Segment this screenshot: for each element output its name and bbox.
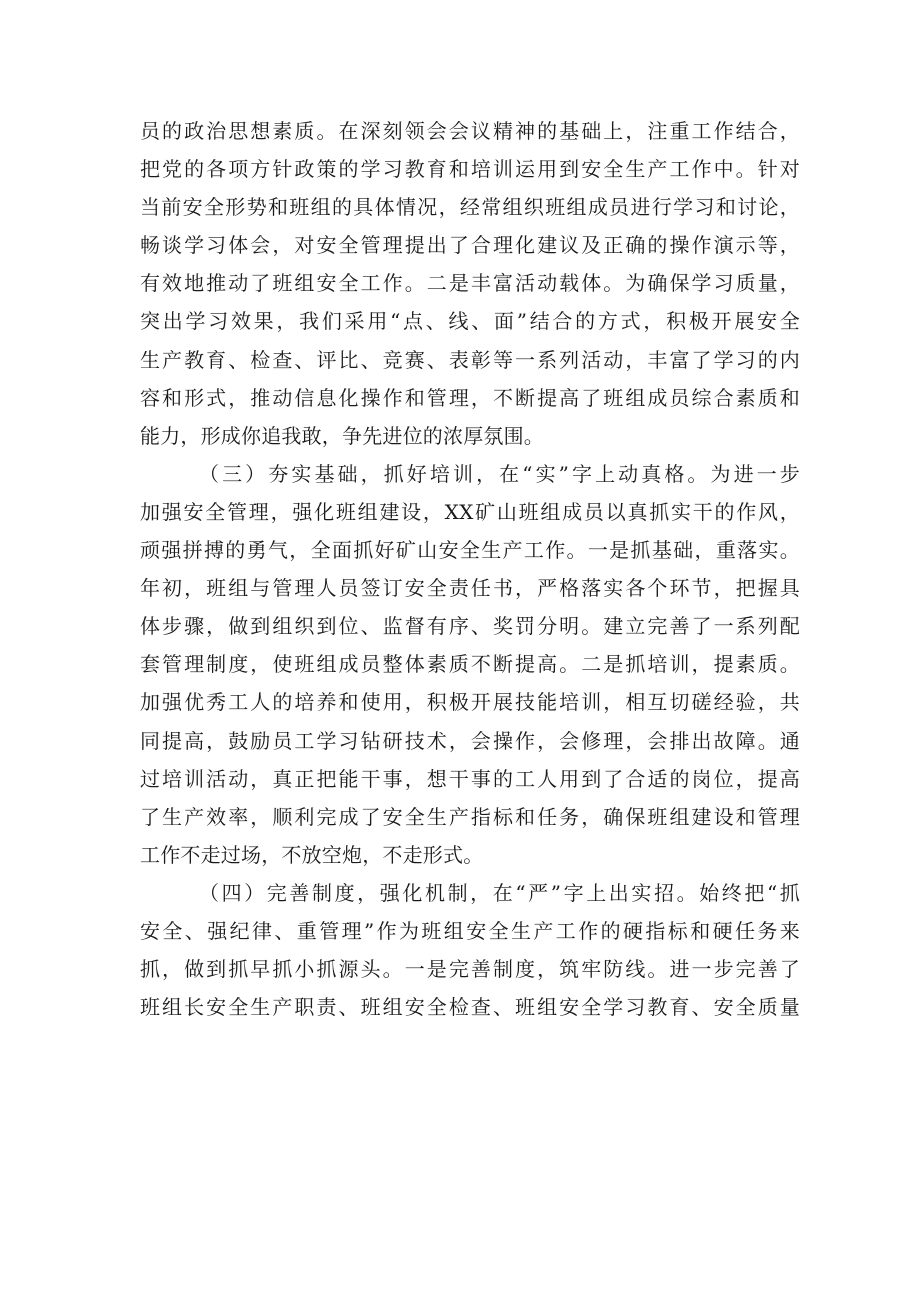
body-text [140,112,800,1026]
paragraph-end-line: 能力，形成你追我敢，争先进位的浓厚氛围。 [140,423,544,448]
text-line: 安全、强纪律、重管理”作为班组安全生产工作的硬指标和硬任务来 [140,918,800,943]
text-line: 加强优秀工人的培养和使用，积极开展技能培训，相互切磋经验，共 [140,690,800,715]
paragraph-end-line: 工作不走过场，不放空炮，不走形式。 [140,842,484,867]
text-line: 顽强拼搏的勇气，全面抓好矿山安全生产工作。一是抓基础，重落实。 [140,538,800,563]
text-line: 同提高，鼓励员工学习钻研技术，会操作，会修理，会排出故障。通 [140,728,800,753]
section-heading-line: （四）完善制度，强化机制，在“严”字上出实招。始终把“抓 [199,880,800,905]
text-line: 年初，班组与管理人员签订安全责任书，严格落实各个环节，把握具 [140,576,800,601]
text-line: 生产教育、检查、评比、竞赛、表彰等一系列活动，丰富了学习的内 [140,347,800,372]
text-line: 当前安全形势和班组的具体情况，经常组织班组成员进行学习和讨论， [140,195,800,220]
text-line: 畅谈学习体会，对安全管理提出了合理化建议及正确的操作演示等， [140,233,800,258]
text-line: 加强安全管理，强化班组建设，XX矿山班组成员以真抓实干的作风， [140,499,800,524]
text-line: 体步骤，做到组织到位、监督有序、奖罚分明。建立完善了一系列配 [140,614,800,639]
text-line: 把党的各项方针政策的学习教育和培训运用到安全生产工作中。针对 [140,157,800,182]
text-line: 过培训活动，真正把能干事，想干事的工人用到了合适的岗位，提高 [140,766,800,791]
text-line: 抓，做到抓早抓小抓源头。一是完善制度，筑牢防线。进一步完善了 [140,957,800,982]
text-line: 突出学习效果，我们采用“点、线、面”结合的方式，积极开展安全 [140,309,800,334]
text-line: 有效地推动了班组安全工作。二是丰富活动载体。为确保学习质量， [140,271,800,296]
section-heading-line: （三）夯实基础，抓好培训，在“实”字上动真格。为进一步 [199,461,800,486]
text-line: 了生产效率，顺利完成了安全生产指标和任务，确保班组建设和管理 [140,804,800,829]
text-line: 员的政治思想素质。在深刻领会会议精神的基础上，注重工作结合， [140,119,800,143]
text-line: 容和形式，推动信息化操作和管理，不断提高了班组成员综合素质和 [140,385,800,410]
text-line: 套管理制度，使班组成员整体素质不断提高。二是抓培训，提素质。 [140,652,800,677]
text-line: 班组长安全生产职责、班组安全检查、班组安全学习教育、安全质量 [140,995,800,1020]
